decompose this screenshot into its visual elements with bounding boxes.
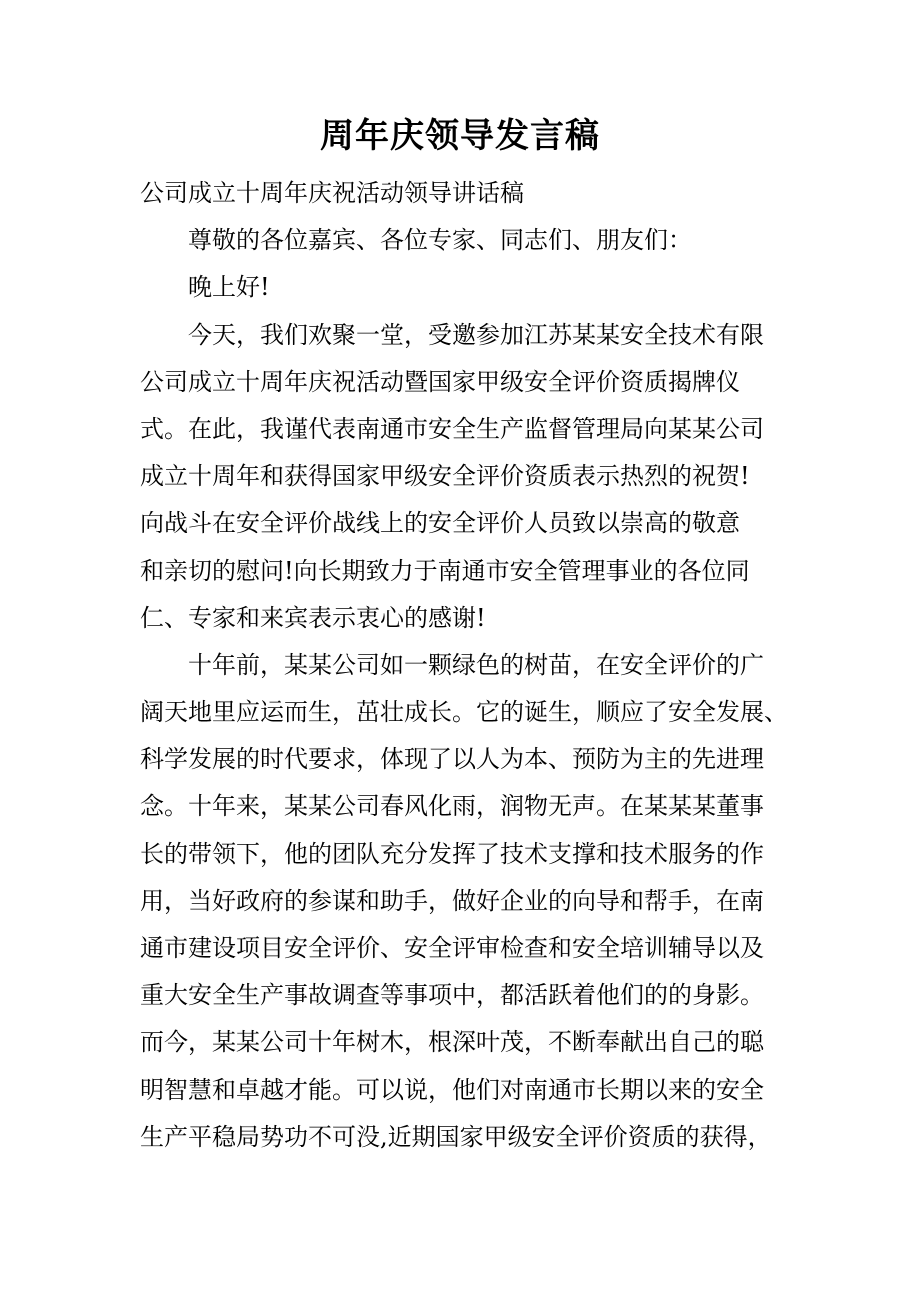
- document-body: [140, 170, 800, 1161]
- paragraph-line: 式。在此，我谨代表南通市安全生产监督管理局向某某公司: [140, 414, 764, 443]
- paragraph-line: 明智慧和卓越才能。可以说，他们对南通市长期以来的安全: [140, 1075, 764, 1104]
- paragraph-line: 用，当好政府的参谋和助手，做好企业的向导和帮手，在南: [140, 886, 764, 915]
- salutation-line: 尊敬的各位嘉宾、各位专家、同志们、朋友们：: [188, 226, 692, 255]
- paragraph-line: 十年前，某某公司如一颗绿色的树苗，在安全评价的广: [188, 650, 764, 679]
- paragraph-line: 今天，我们欢聚一堂，受邀参加江苏某某安全技术有限: [188, 320, 764, 349]
- paragraph-line: 长的带领下，他的团队充分发挥了技术支撑和技术服务的作: [140, 839, 764, 868]
- paragraph-line: 生产平稳局势功不可没,近期国家甲级安全评价资质的获得，: [140, 1122, 772, 1151]
- greeting-line: 晚上好!: [188, 273, 270, 302]
- paragraph-line: 重大安全生产事故调查等事项中，都活跃着他们的的身影。: [140, 981, 764, 1010]
- paragraph-line: 成立十周年和获得国家甲级安全评价资质表示热烈的祝贺!: [140, 462, 750, 491]
- paragraph-line: 念。十年来，某某公司春风化雨，润物无声。在某某某董事: [140, 792, 764, 821]
- subtitle-line: 公司成立十周年庆祝活动领导讲话稿: [140, 179, 524, 207]
- paragraph-line: 公司成立十周年庆祝活动暨国家甲级安全评价资质揭牌仪: [140, 367, 740, 396]
- paragraph-line: 和亲切的慰问!向长期致力于南通市安全管理事业的各位同: [140, 556, 750, 585]
- paragraph-line: 通市建设项目安全评价、安全评审检查和安全培训辅导以及: [140, 934, 764, 962]
- paragraph-line: 向战斗在安全评价战线上的安全评价人员致以崇高的敬意: [140, 509, 740, 538]
- paragraph-line: 科学发展的时代要求，体现了以人为本、预防为主的先进理: [140, 745, 764, 774]
- document-title: 周年庆领导发言稿: [320, 116, 600, 156]
- paragraph-line: 阔天地里应运而生，茁壮成长。它的诞生，顺应了安全发展、: [140, 698, 788, 727]
- paragraph-line: 仁、专家和来宾表示衷心的感谢!: [140, 603, 486, 632]
- paragraph-line: 而今，某某公司十年树木，根深叶茂，不断奉献出自己的聪: [140, 1028, 764, 1057]
